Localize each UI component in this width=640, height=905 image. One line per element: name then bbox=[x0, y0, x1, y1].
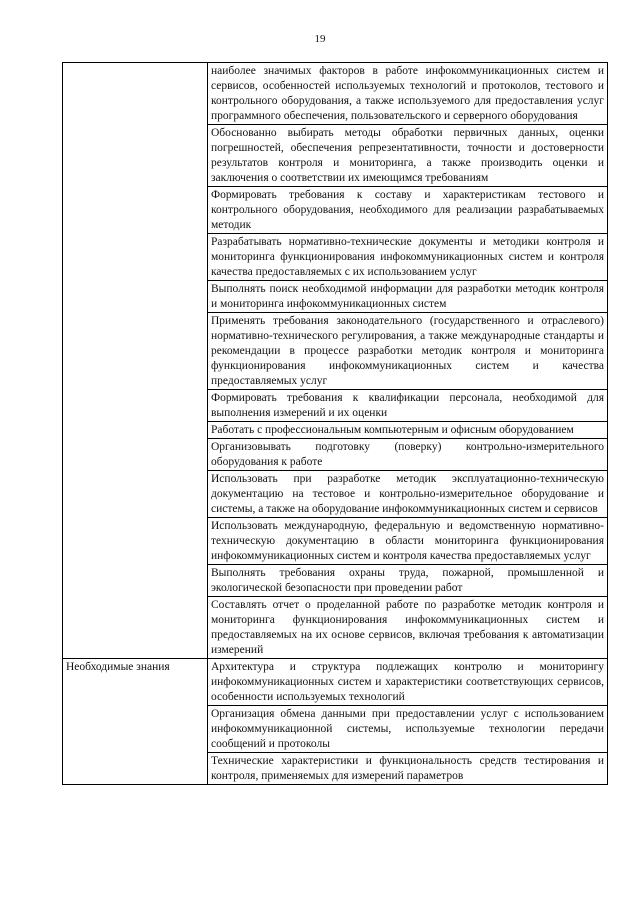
table-cell-right: Применять требования законодательного (государственного и отраслевого) нормативно-технического регулирования, а также международные стандарты и рекомендации в процессе разработки методик контроля и мониторинга функционирования инфокоммуникационных систем и качества предоставляемых услуг bbox=[208, 313, 608, 390]
table-cell-right: Формировать требования к квалификации персонала, необходимой для выполнения измерений и их оценки bbox=[208, 390, 608, 422]
table-row bbox=[63, 63, 608, 125]
table-row bbox=[63, 659, 608, 706]
table-cell-right: Выполнять требования охраны труда, пожарной, промышленной и экологической безопасности при проведении работ bbox=[208, 565, 608, 597]
table-cell-right: Использовать международную, федеральную и ведомственную нормативно-техническую документацию в области мониторинга функционирования инфокоммуникационных систем и контроля качества предоставляемых услуг bbox=[208, 518, 608, 565]
table-cell-left bbox=[63, 63, 208, 659]
table-cell-right: Организовывать подготовку (поверку) контрольно-измерительного оборудования к работе bbox=[208, 439, 608, 471]
page-number: 19 bbox=[314, 33, 326, 45]
table-cell-right: Разрабатывать нормативно-технические документы и методики контроля и мониторинга функционирования инфокоммуникационных систем и контроля качества предоставляемых с их использованием услуг bbox=[208, 234, 608, 281]
table-cell-right: Обоснованно выбирать методы обработки первичных данных, оценки погрешностей, обеспечения репрезентативности, точности и достоверности результатов контроля и мониторинга, а также производить оценки и заключения о соответствии их имеющимся требованиям bbox=[208, 125, 608, 187]
requirements-table bbox=[62, 62, 608, 785]
section-label-knowledge: Необходимые знания bbox=[63, 659, 208, 785]
table-cell-right: Технические характеристики и функциональность средств тестирования и контроля, применяемых для измерений параметров bbox=[208, 753, 608, 785]
table-cell-right: Составлять отчет о проделанной работе по разработке методик контроля и мониторинга функционирования инфокоммуникационных систем и предоставляемых на их основе сервисов, включая требования к автоматизации измерений bbox=[208, 597, 608, 659]
table-cell-right: Использовать при разработке методик эксплуатационно-техническую документацию на тестовое и контрольно-измерительное оборудование и системы, а также на оборудование инфокоммуникационных систем и сервисов bbox=[208, 471, 608, 518]
table-cell-right: Организация обмена данными при предоставлении услуг с использованием инфокоммуникационной системы, используемые технологии передачи сообщений и протоколы bbox=[208, 706, 608, 753]
table-cell-right: наиболее значимых факторов в работе инфокоммуникационных систем и сервисов, особенностей используемых технологий и протоколов, тестового и контрольного оборудования, а также используемого для предоставления услуг программного обеспечения, пользовательского и серверного оборудования bbox=[208, 63, 608, 125]
table-cell-right: Формировать требования к составу и характеристикам тестового и контрольного оборудования, необходимого для реализации разрабатываемых методик bbox=[208, 187, 608, 234]
table-cell-right: Работать с профессиональным компьютерным и офисным оборудованием bbox=[208, 422, 608, 439]
table-cell-right: Выполнять поиск необходимой информации для разработки методик контроля и мониторинга инфокоммуникационных систем bbox=[208, 281, 608, 313]
table-cell-right: Архитектура и структура подлежащих контролю и мониторингу инфокоммуникационных систем и характеристики соответствующих сервисов, особенности используемых технологий bbox=[208, 659, 608, 706]
